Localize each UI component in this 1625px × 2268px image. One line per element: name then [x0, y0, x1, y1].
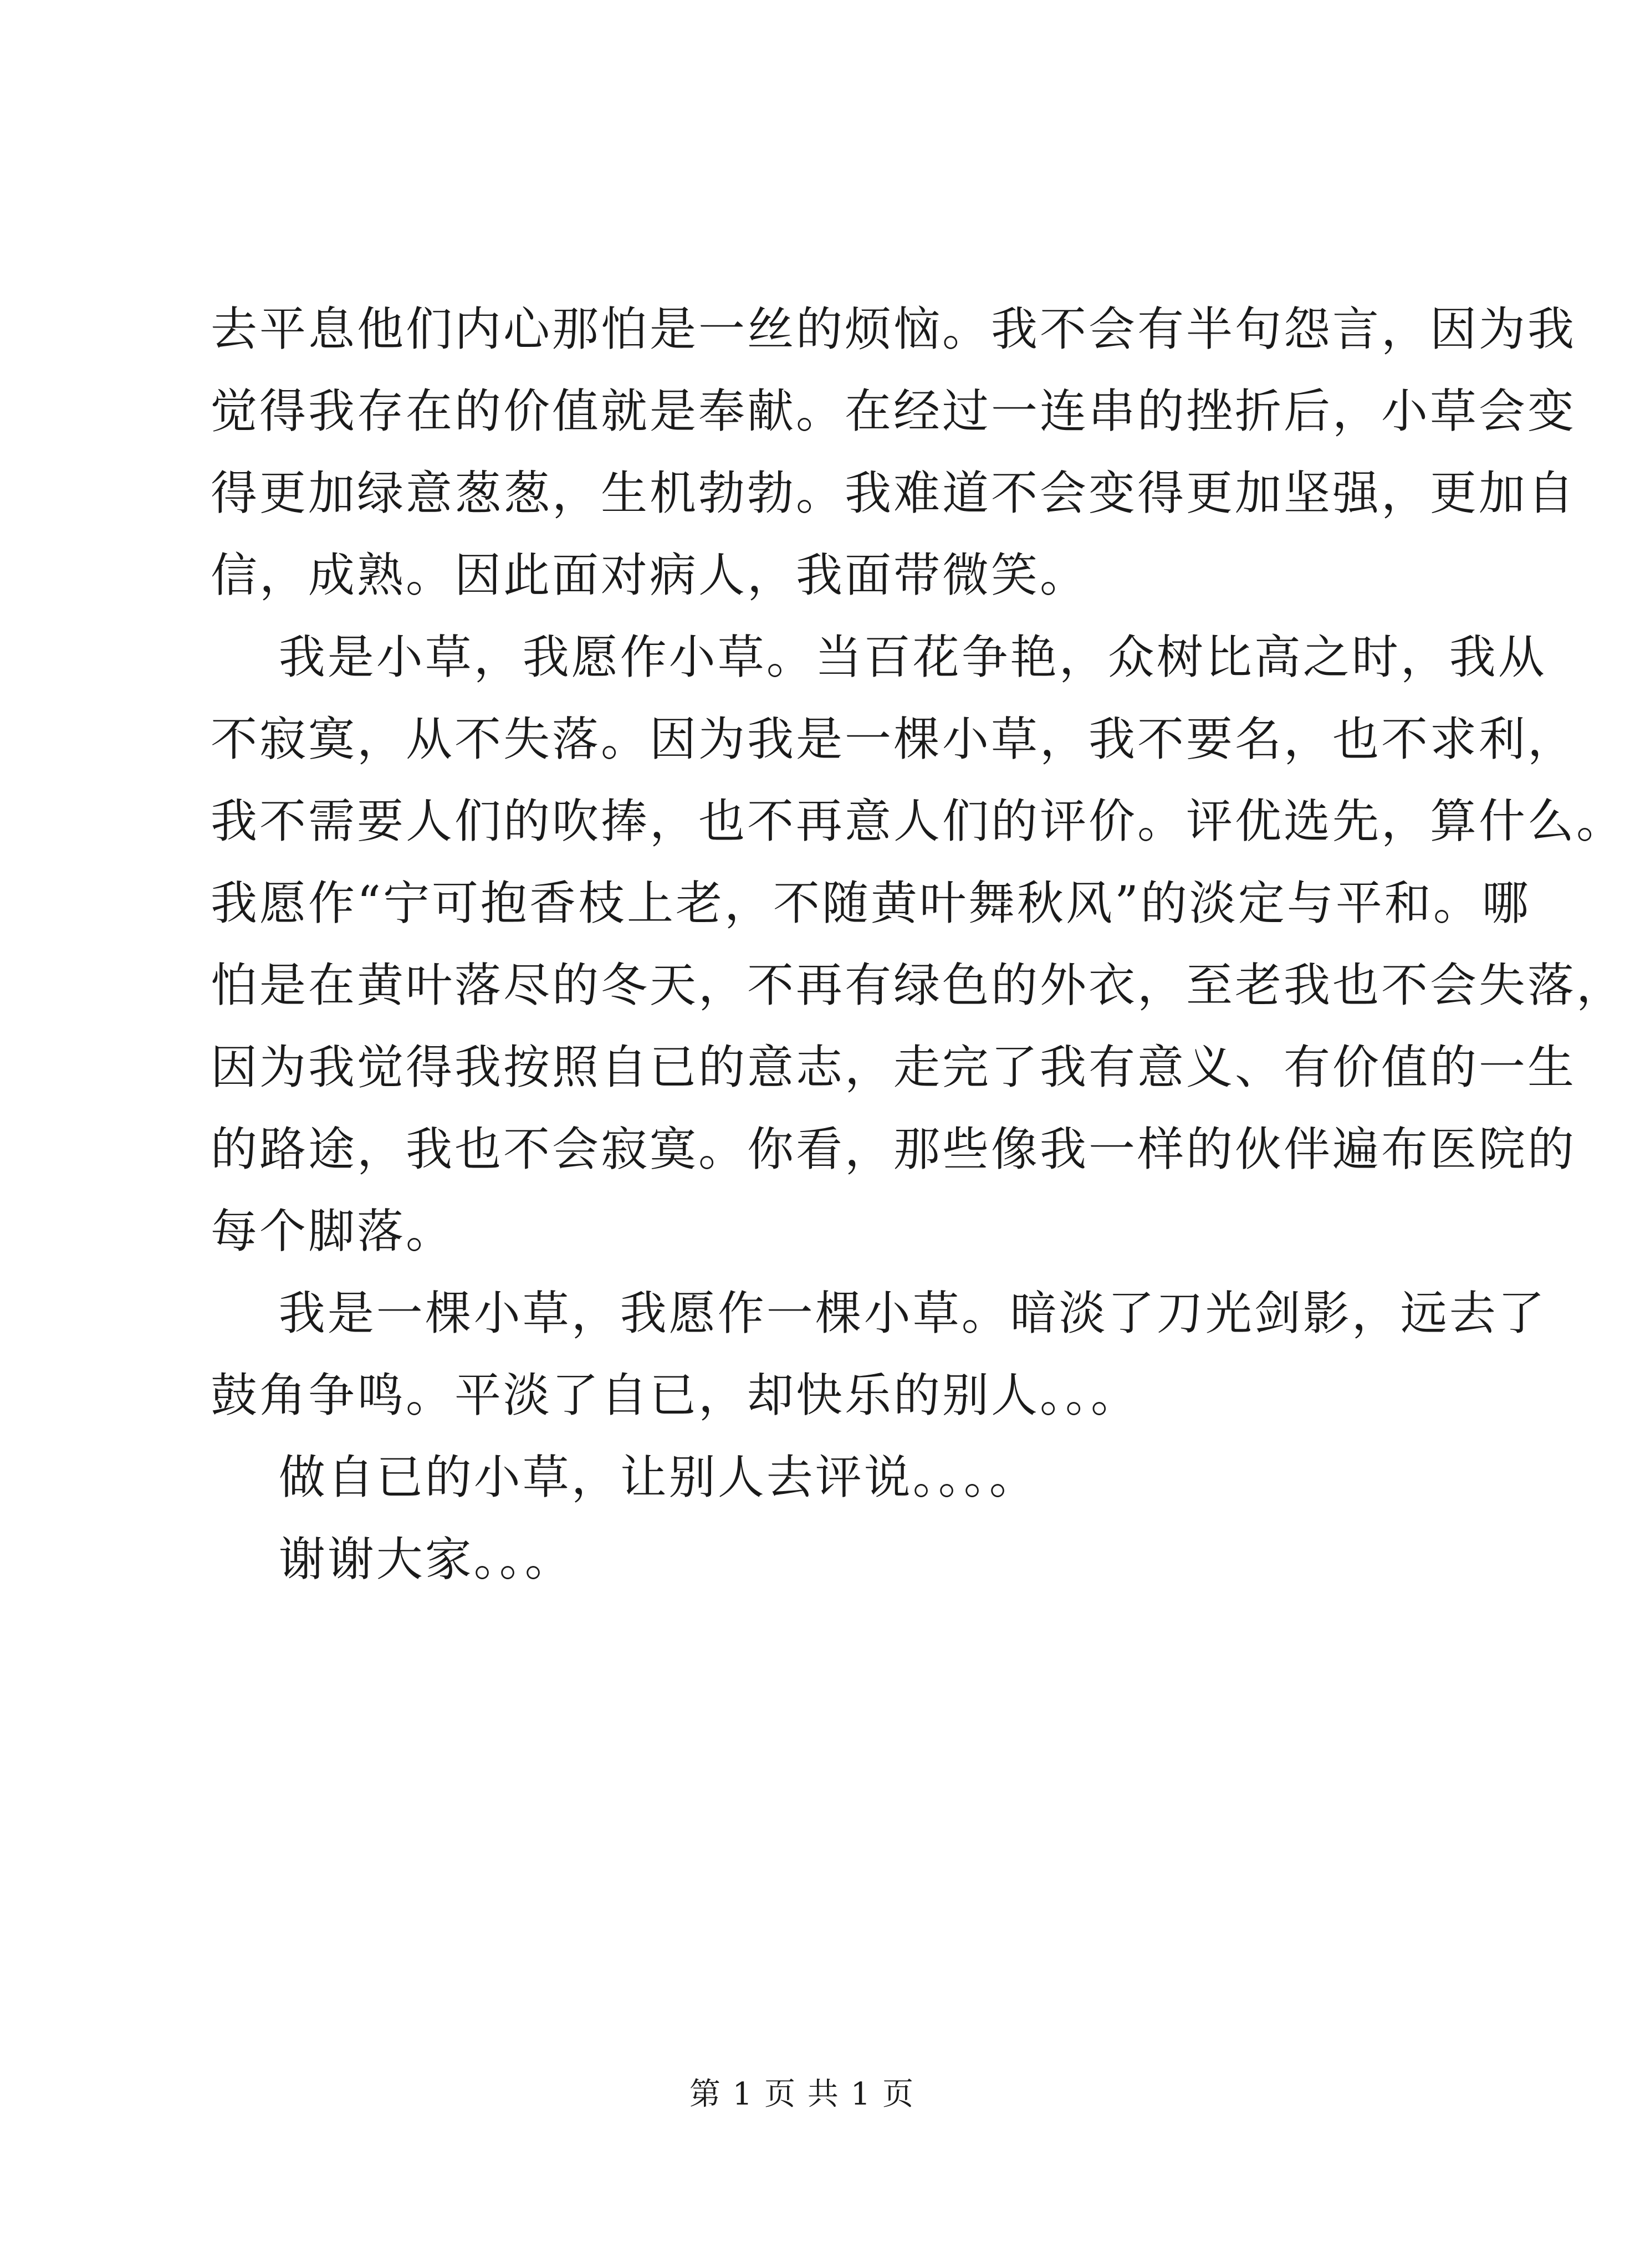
text-line: 我是小草，我愿作小草。当百花争艳，众树比高之时，我从 — [211, 630, 1547, 684]
text-line: 怕是在黄叶落尽的冬天，不再有绿色的外衣，至老我也不会失落， — [211, 958, 1625, 1012]
text-line: 做自已的小草，让别人去评说。。。。 — [211, 1450, 1038, 1504]
document-body — [211, 288, 1625, 1600]
text-line: 去平息他们内心那怕是一丝的烦恼。我不会有半句怨言，因为我 — [211, 302, 1577, 356]
text-line: 我不需要人们的吹捧，也不再意人们的评价。评优选先，算什么。 — [211, 794, 1625, 848]
text-line: 得更加绿意葱葱，生机勃勃。我难道不会变得更加坚强，更加自 — [211, 466, 1577, 520]
text-line: 谢谢大家。。。 — [211, 1532, 574, 1586]
text-line: 鼓角争鸣。平淡了自已，却快乐的别人。。。 — [211, 1368, 1140, 1422]
text-line: 因为我觉得我按照自已的意志，走完了我有意义、有价值的一生 — [211, 1040, 1577, 1094]
text-line: 每个脚落。 — [211, 1204, 455, 1258]
text-line: 觉得我存在的价值就是奉献。在经过一连串的挫折后，小草会变 — [211, 384, 1577, 438]
text-line: 我愿作“宁可抱香枝上老，不随黄叶舞秋风”的淡定与平和。哪 — [211, 876, 1531, 930]
text-line: 不寂寞，从不失落。因为我是一棵小草，我不要名，也不求利， — [211, 712, 1577, 766]
text-line: 信，成熟。因此面对病人，我面带微笑。 — [211, 548, 1089, 602]
page-footer: 第 1 页 共 1 页 — [689, 2076, 915, 2112]
text-line: 的路途，我也不会寂寞。你看，那些像我一样的伙伴遍布医院的 — [211, 1122, 1577, 1176]
text-line: 我是一棵小草，我愿作一棵小草。暗淡了刀光剑影，远去了 — [211, 1286, 1547, 1340]
